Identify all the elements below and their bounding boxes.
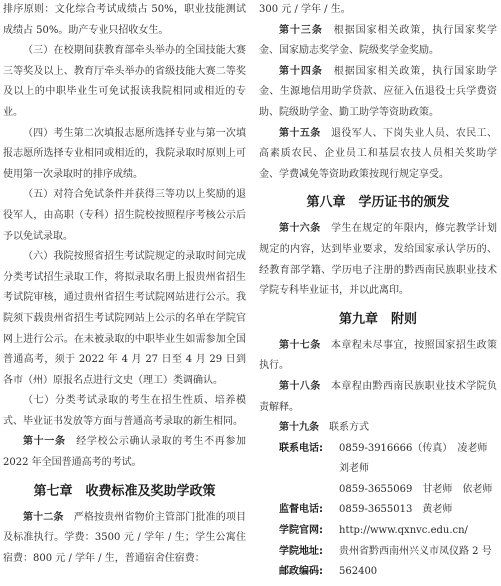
chapter-7-heading: 第七章 收费标准及奖助学政策 xyxy=(33,483,216,499)
contact-zip-value: 562400 xyxy=(339,566,378,578)
article-11 xyxy=(3,432,246,473)
contact-site-row xyxy=(259,521,497,542)
article-16-text: 学生在规定的年限内，修完教学计划规定的内容，达到毕业要求，发给国家承认学历的、经教育部学籍、学历电子注册的黔西南民族职业技术学院专科毕业证书，并以此离印。 xyxy=(259,223,498,297)
contact-address-row xyxy=(259,542,497,563)
contact-zip-row xyxy=(259,562,497,583)
article-19-text: 联系方式 xyxy=(329,422,369,434)
paragraph-item-6: （六）我院按照省招生考试院规定的录取时间完成分类考试招生录取工作，将拟录取名册上报贵州省招生考试院审核，通过贵州省招生考试院网站进行公示。我院须下载贵州省招生考试院网站上公示的名单在学院官网上进行公示。在未被录取的中职毕业生如需参加全国普通高考，须于 2022 年 4 月 27 日至 4 月 29 日到各市（州）原报名点进行文史（理工）类调确认。 xyxy=(3,251,246,386)
contact-zip-label: 邮政编码: xyxy=(279,566,323,578)
paragraph-item-5: （五）对符合免试条件并获得三等功以上奖励的退役军人，由高职（专科）招生院校按照程序考核公示后予以免试录取。 xyxy=(3,189,246,242)
article-17 xyxy=(259,336,497,377)
contact-address-label: 学院地址: xyxy=(279,545,323,557)
article-11-label: 第十一条 xyxy=(23,436,66,448)
article-13 xyxy=(259,21,497,62)
chapter-8-heading: 第八章 学历证书的颁发 xyxy=(306,195,450,211)
left-column xyxy=(3,0,246,569)
article-16 xyxy=(259,219,497,301)
right-column xyxy=(259,0,497,583)
contact-phone-row xyxy=(259,439,497,460)
contact-supervise-value: 0859-3655013 黄老师 xyxy=(339,504,453,516)
article-18-text: 本章程由黔西南民族职业技术学院负责解释。 xyxy=(259,380,498,413)
chapter-9-heading: 第九章 附则 xyxy=(338,311,417,327)
article-14-text: 根据国家相关政策，执行国家助学金、生源地信用助学贷款、应征入伍退役士兵学费资助、院级助学金、勤工助学等资助政策。 xyxy=(259,65,498,118)
article-13-text: 根据国家相关政策，执行国家奖学金、国家励志奖学金、院级奖学金奖励。 xyxy=(259,24,498,57)
paragraph-continuation: 300 元 / 学年 / 生。 xyxy=(259,4,351,15)
article-19 xyxy=(259,418,497,439)
article-19-label: 第十九条 xyxy=(279,422,319,434)
contact-site-link[interactable]: http://www.qxnvc.edu.cn/ xyxy=(339,525,468,537)
article-17-label: 第十七条 xyxy=(279,339,321,351)
article-15-text: 退役军人、下岗失业人员、农民工、高素质农民、企业员工和基层农技人员相关奖助学金、学费减免等资助政策按现行规定享受。 xyxy=(259,127,498,180)
article-13-label: 第十三条 xyxy=(279,24,323,36)
article-18 xyxy=(259,377,497,418)
paragraph-item-3: （三）在校期间获教育部牵头举办的全国技能大赛三等奖及以上、教育厅牵头举办的省级技能大赛二等奖及以上的中职毕业生可免试报读我院相同或相近的专业。 xyxy=(3,45,246,118)
contact-supervise-row xyxy=(259,500,497,521)
contact-phone-label: 联系电话: xyxy=(279,442,323,454)
article-15 xyxy=(259,124,497,186)
contact-phone-2: 0859-3655069 甘老师 依老师 xyxy=(339,483,493,495)
article-14 xyxy=(259,62,497,124)
article-15-label: 第十五条 xyxy=(279,127,321,139)
contact-info xyxy=(259,439,497,583)
paragraph-ranking-principle: 排序原则：文化综合考试成绩占 50%，职业技能测试成绩占 50%。助产专业只招收女生。 xyxy=(3,4,246,36)
article-17-text: 本章程未尽事宜，按照国家招生政策执行。 xyxy=(259,339,498,372)
contact-phone-1-continued: 刘老师 xyxy=(339,463,369,475)
paragraph-item-4: （四）考生第二次填报志愿所选择专业与第一次填报志愿所选择专业相同或相近的，我院录取时原则上可使用第一次录取时的排序成绩。 xyxy=(3,127,246,180)
article-12-text: 严格按贵州省物价主管部门批准的项目及标准执行。学费：3500 元 / 学年 / 生；学生公寓住宿费：800 元 / 学年 / 生，普通宿舍住宿费： xyxy=(3,511,247,564)
paragraph-item-7: （七）分类考试录取的考生在招生性质、培养模式、毕业证书发放等方面与普通高考录取的新生相同。 xyxy=(3,395,246,427)
contact-phone-1: 0859-3916666（传真） 凌老师 xyxy=(339,442,488,454)
contact-site-label: 学院官网: xyxy=(279,525,323,537)
article-16-label: 第十六条 xyxy=(279,223,321,235)
article-12-label: 第十二条 xyxy=(23,511,64,523)
article-14-label: 第十四条 xyxy=(279,65,323,77)
article-18-label: 第十八条 xyxy=(279,380,321,392)
contact-address-value: 贵州省黔西南州兴义市凤仪路 2 号 xyxy=(339,545,492,557)
article-12 xyxy=(3,508,246,570)
article-11-text: 经学校公示确认录取的考生不再参加 2022 年全国普通高考的考试。 xyxy=(3,436,247,469)
contact-supervise-label: 监督电话: xyxy=(279,504,323,516)
